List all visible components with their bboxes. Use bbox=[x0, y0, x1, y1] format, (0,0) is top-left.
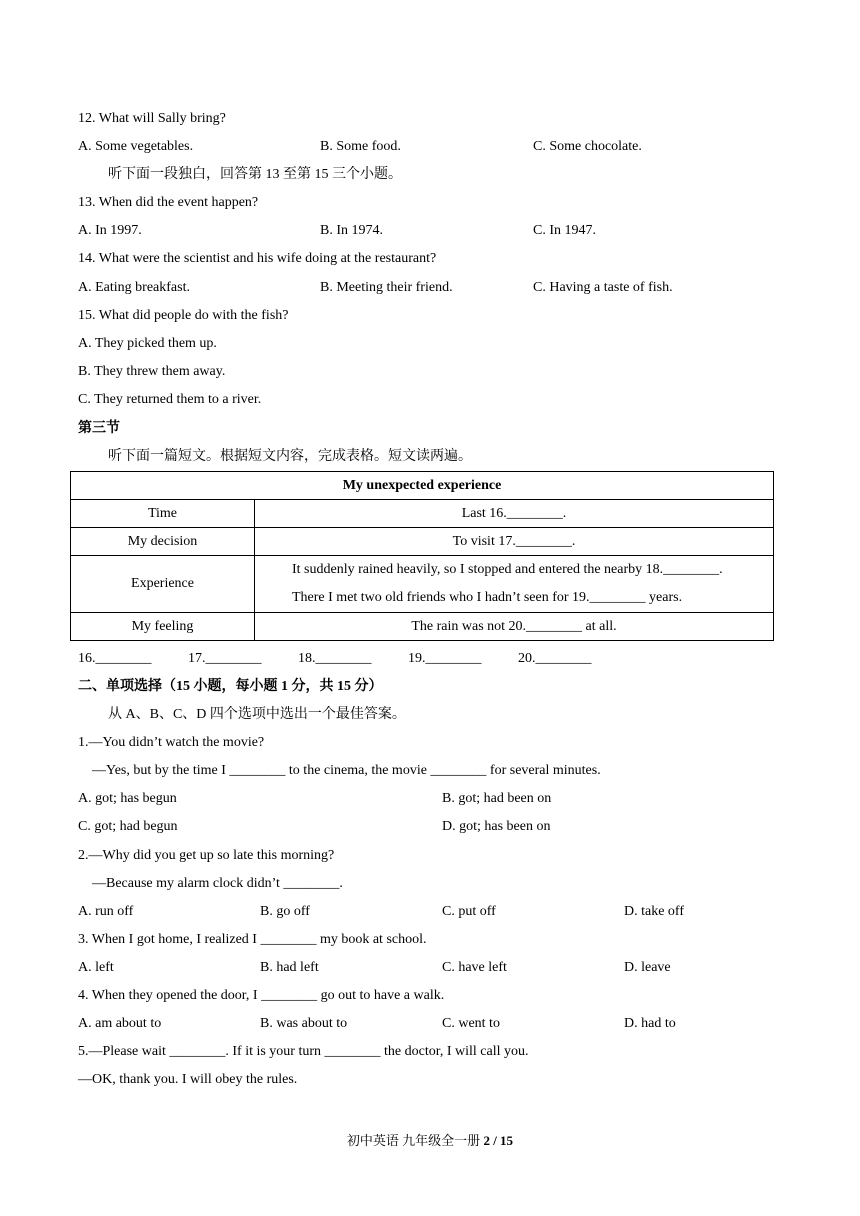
table-row bbox=[71, 613, 774, 641]
row-content-time: Last 16.________. bbox=[255, 500, 774, 528]
p2-q3-option-b: B. had left bbox=[260, 960, 319, 975]
p2-q4-option-d: D. had to bbox=[624, 1016, 676, 1031]
p2-q2-option-b: B. go off bbox=[260, 904, 310, 919]
row-label-decision: My decision bbox=[71, 528, 255, 556]
p2-q2-line-2: —Because my alarm clock didn’t ________. bbox=[92, 876, 343, 891]
table-title: My unexpected experience bbox=[71, 472, 774, 500]
p2-q1-option-c: C. got; had begun bbox=[78, 819, 178, 834]
part-2-instruction: 从 A、B、C、D 四个选项中选出一个最佳答案。 bbox=[108, 707, 406, 722]
p2-q2-option-c: C. put off bbox=[442, 904, 496, 919]
answer-blank-20: 20.________ bbox=[518, 651, 592, 666]
p2-q3-option-d: D. leave bbox=[624, 960, 671, 975]
p2-q1-option-d: D. got; has been on bbox=[442, 819, 551, 834]
p2-q3-option-a: A. left bbox=[78, 960, 114, 975]
q12-stem: 12. What will Sally bring? bbox=[78, 111, 226, 126]
row-content-decision: To visit 17.________. bbox=[255, 528, 774, 556]
answer-blank-19: 19.________ bbox=[408, 651, 482, 666]
section-3-instruction: 听下面一篇短文。根据短文内容，完成表格。短文读两遍。 bbox=[108, 449, 472, 464]
experience-line-2: There I met two old friends who I hadn’t seen for 19.________ years. bbox=[292, 590, 683, 605]
q12-option-b: B. Some food. bbox=[320, 139, 401, 154]
p2-q2-line-1: 2.—Why did you get up so late this morning? bbox=[78, 848, 335, 863]
instruction-13-15: 听下面一段独白，回答第 13 至第 15 三个小题。 bbox=[108, 167, 402, 182]
p2-q4-option-a: A. am about to bbox=[78, 1016, 162, 1031]
p2-q3-option-c: C. have left bbox=[442, 960, 507, 975]
q14-option-c: C. Having a taste of fish. bbox=[533, 280, 673, 295]
p2-q1-line-1: 1.—You didn’t watch the movie? bbox=[78, 735, 265, 750]
table-row bbox=[71, 528, 774, 556]
q13-stem: 13. When did the event happen? bbox=[78, 195, 259, 210]
table-row bbox=[71, 556, 774, 613]
p2-q4-option-b: B. was about to bbox=[260, 1016, 348, 1031]
p2-q5-line-1: 5.—Please wait ________. If it is your turn ________ the doctor, I will call you. bbox=[78, 1044, 529, 1059]
row-label-feeling: My feeling bbox=[71, 613, 255, 641]
row-content-experience bbox=[255, 556, 774, 613]
q15-option-a: A. They picked them up. bbox=[78, 336, 217, 351]
p2-q4-option-c: C. went to bbox=[442, 1016, 500, 1031]
p2-q2-option-d: D. take off bbox=[624, 904, 684, 919]
q15-stem: 15. What did people do with the fish? bbox=[78, 308, 289, 323]
page-footer bbox=[0, 1130, 860, 1149]
q15-option-b: B. They threw them away. bbox=[78, 364, 226, 379]
answer-blank-18: 18.________ bbox=[298, 651, 372, 666]
row-label-experience: Experience bbox=[71, 556, 255, 613]
p2-q1-line-2: —Yes, but by the time I ________ to the cinema, the movie ________ for several minutes. bbox=[92, 763, 601, 778]
section-3-title: 第三节 bbox=[78, 421, 120, 436]
p2-q5-line-2: —OK, thank you. I will obey the rules. bbox=[78, 1072, 298, 1087]
p2-q1-option-a: A. got; has begun bbox=[78, 791, 177, 806]
p2-q1-option-b: B. got; had been on bbox=[442, 791, 552, 806]
q13-option-a: A. In 1997. bbox=[78, 223, 142, 238]
page-number: 2 / 15 bbox=[483, 1133, 514, 1148]
answer-blank-16: 16.________ bbox=[78, 651, 152, 666]
q12-option-a: A. Some vegetables. bbox=[78, 139, 194, 154]
q14-option-b: B. Meeting their friend. bbox=[320, 280, 453, 295]
row-content-feeling: The rain was not 20.________ at all. bbox=[255, 613, 774, 641]
part-2-title: 二、单项选择（15 小题，每小题 1 分，共 15 分） bbox=[78, 679, 383, 694]
footer-text: 初中英语 九年级全一册 bbox=[346, 1133, 484, 1148]
experience-line-1: It suddenly rained heavily, so I stopped and entered the nearby 18.________. bbox=[292, 562, 723, 577]
p2-q3-stem: 3. When I got home, I realized I ________ my book at school. bbox=[78, 932, 427, 947]
row-label-time: Time bbox=[71, 500, 255, 528]
experience-table bbox=[70, 471, 774, 641]
p2-q4-stem: 4. When they opened the door, I ________ go out to have a walk. bbox=[78, 988, 445, 1003]
q14-stem: 14. What were the scientist and his wife doing at the restaurant? bbox=[78, 251, 437, 266]
p2-q2-option-a: A. run off bbox=[78, 904, 134, 919]
q15-option-c: C. They returned them to a river. bbox=[78, 392, 262, 407]
answer-blank-17: 17.________ bbox=[188, 651, 262, 666]
q13-option-b: B. In 1974. bbox=[320, 223, 383, 238]
q13-option-c: C. In 1947. bbox=[533, 223, 596, 238]
q14-option-a: A. Eating breakfast. bbox=[78, 280, 190, 295]
q12-option-c: C. Some chocolate. bbox=[533, 139, 642, 154]
table-row bbox=[71, 500, 774, 528]
